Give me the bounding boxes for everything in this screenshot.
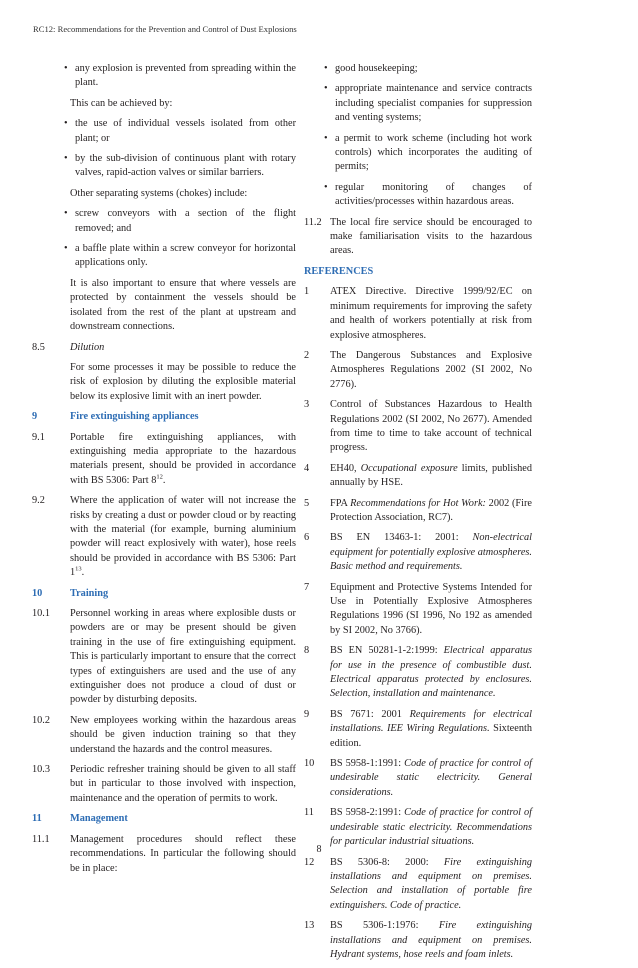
reference-number: 13: [304, 920, 315, 932]
reference-item: [304, 708, 532, 751]
reference-item: [304, 349, 532, 392]
page-number: 8: [316, 844, 322, 855]
right-column: [304, 62, 532, 968]
reference-item: [304, 581, 532, 639]
bullet-item: • a permit to work scheme (including hot work controls) which incorporates the auditing of permits;: [324, 132, 532, 173]
reference-item: [304, 285, 532, 343]
section-heading-11: 11 Management: [32, 813, 128, 825]
bullet-item: • a baffle plate within a screw conveyor for horizontal applications only.: [64, 243, 296, 269]
reference-item: [304, 531, 532, 574]
reference-item: [304, 497, 532, 526]
reference-text: Control of Substances Hazardous to Health Regulations 2002 (SI 2002, No 2677). Amended from time to time to take account of technical progress.: [330, 399, 532, 454]
reference-text: BS EN 13463-1: 2001: Non-electrical equipment for potentially explosive atmospheres. Basic method and requirements.: [330, 532, 532, 573]
clause-10-1: 10.1 Personnel working in areas where explosible dusts or powders are or may be present should be given training in the use of fire extinguishing equipment. This is particularly important to ensure that the correct types of extinguishers are used and the use of any extinguisher does not produce a cloud of dust or powder by disturbing deposits.: [32, 608, 296, 706]
reference-item: [304, 856, 532, 914]
reference-number: 2: [304, 349, 310, 361]
reference-number: 6: [304, 532, 310, 544]
reference-item: [304, 919, 532, 962]
reference-text: BS 5306-1:1976: Fire extinguishing installations and equipment on premises. Hydrant systems, hose reels and foam inlets.: [330, 920, 533, 960]
clause-11-1: 11.1 Management procedures should reflect these recommendations. In particular the following should be in place:: [32, 833, 296, 874]
reference-item: [304, 398, 532, 456]
reference-text: BS 5306-8: 2000: Fire extinguishing installations and equipment on premises. Selection and installation of portable fire extinguishers. Code of practice.: [330, 856, 532, 911]
reference-text: BS EN 50281-1-2:1999: Electrical apparatus for use in the presence of combustible dust. Electrical apparatus protected by enclosures. Selection, installation and maintenance.: [330, 645, 532, 700]
paragraph: This can be achieved by:: [70, 97, 173, 109]
reference-number: 5: [304, 497, 310, 509]
reference-text: BS 7671: 2001 Requirements for electrical installations. IEE Wiring Regulations. Sixteenth edition.: [330, 708, 532, 749]
reference-item: [304, 757, 532, 800]
reference-number: 12: [304, 856, 315, 868]
reference-number: 1: [304, 286, 310, 298]
clause-10-3: 10.3 Periodic refresher training should be given to all staff but in particular to those involved with inspection, maintenance and the operation of permits to work.: [32, 764, 296, 804]
bullet-item: • appropriate maintenance and service contracts including specialist companies for suppression and venting systems;: [324, 83, 532, 124]
reference-text: BS 5958-2:1991: Code of practice for control of undesirable static electricity. Recommendations for particular industrial situations.: [330, 807, 532, 848]
clause-9-2: 9.2 Where the application of water will not increase the risks by creating a dust or powder cloud or by reacting with the material (for example, burning aluminium powder will react explosively with water), hose reels should be provided in accordance with BS 5306: Part $1^{13}$.: [32, 495, 296, 579]
reference-text: ATEX Directive. Directive 1999/92/EC on minimum requirements for improving the safety and health of workers potentially at risk from explosive atmospheres.: [330, 286, 532, 341]
reference-number: 8: [304, 645, 310, 657]
section-heading-10: 10 Training: [32, 587, 109, 599]
reference-text: BS 5958-1:1991: Code of practice for control of undesirable static electricity. General considerations.: [330, 758, 532, 798]
reference-number: 9: [304, 708, 310, 720]
references-heading: REFERENCES: [304, 265, 374, 277]
reference-number: 4: [304, 462, 310, 474]
reference-number: 3: [304, 399, 310, 411]
references-list: [304, 285, 532, 962]
paragraph: Other separating systems (chokes) include:: [70, 187, 248, 199]
bullet-item: • screw conveyors with a section of the flight removed; and: [64, 208, 296, 234]
subsection-8-5: 8.5 Dilution: [32, 341, 105, 353]
paragraph: For some processes it may be possible to reduce the risk of explosion by diluting the explosible material below its explosive limit with an inert powder.: [70, 361, 296, 402]
reference-text: FPA Recommendations for Hot Work: 2002 (Fire Protection Association, RC7).: [330, 497, 532, 523]
bullet-item: • any explosion is prevented from spreading within the plant.: [64, 63, 296, 89]
bullet-item: • good housekeeping;: [324, 63, 418, 74]
reference-text: EH40, Occupational exposure limits, published annually by HSE.: [330, 462, 532, 489]
bullet-item: • by the sub-division of continuous plant with rotary valves, rapid-action valves or similar barriers.: [64, 153, 296, 179]
reference-item: [304, 462, 532, 491]
reference-number: 7: [304, 581, 310, 593]
bullet-item: • regular monitoring of changes of activities/processes within hazardous areas.: [324, 181, 532, 208]
left-column: [32, 62, 296, 882]
clause-9-1: 9.1 Portable fire extinguishing appliances, with extinguishing media appropriate to the hazardous materials present, should be provided in accordance with BS 5306: Part $8^{12}$.: [32, 431, 296, 486]
reference-number: 11: [304, 807, 314, 819]
running-header: RC12: Recommendations for the Prevention and Control of Dust Explosions: [33, 24, 297, 34]
bullet-item: • the use of individual vessels isolated from other plant; or: [64, 118, 296, 144]
reference-text: The Dangerous Substances and Explosive Atmospheres Regulations 2002 (SI 2002, No 2776).: [330, 349, 532, 390]
reference-number: 10: [304, 758, 315, 770]
clause-10-2: 10.2 New employees working within the hazardous areas should be given induction training so that they understand the hazards and the control measures.: [32, 714, 296, 755]
reference-text: Equipment and Protective Systems Intended for Use in Potentially Explosive Atmospheres Regulations 1996 (SI 1996, No 192 as amended by SI 2002, No 3766).: [330, 581, 532, 636]
reference-item: [304, 644, 532, 702]
paragraph: It is also important to ensure that where vessels are protected by containment the vessels should be isolated from the rest of the plant at upstream and downstream connections.: [70, 277, 296, 333]
section-heading-9: 9 Fire extinguishing appliances: [32, 411, 199, 423]
clause-11-2: 11.2 The local fire service should be encouraged to make familiarisation visits to the hazardous areas.: [304, 216, 532, 257]
